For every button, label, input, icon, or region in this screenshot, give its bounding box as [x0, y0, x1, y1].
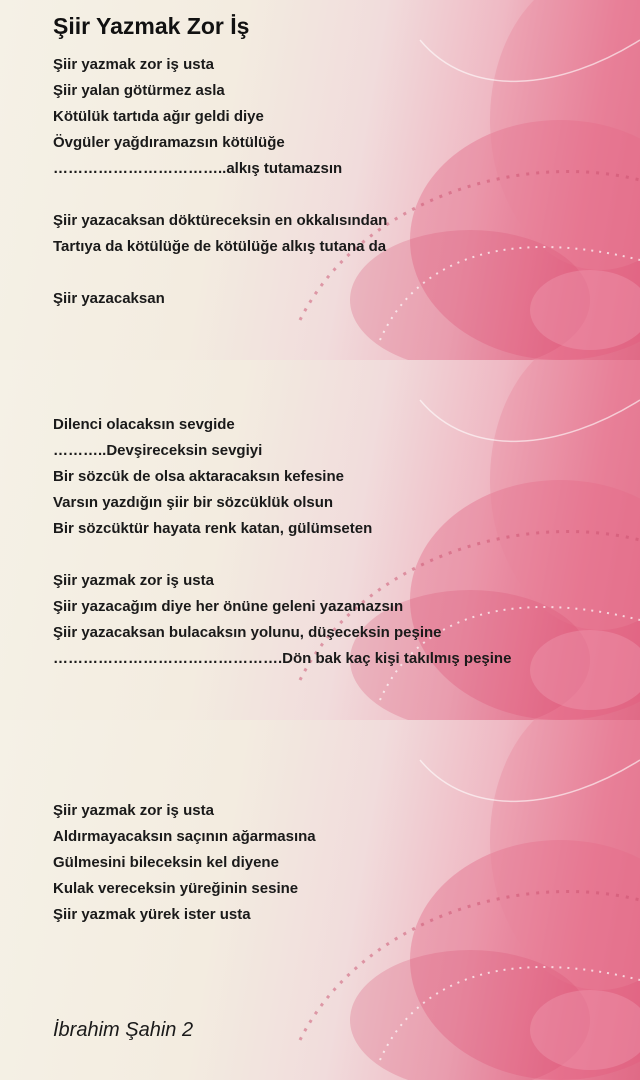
poem-line: Şiir yazmak zor iş usta — [53, 802, 214, 819]
poem-line: Bir sözcük de olsa aktaracaksın kefesine — [53, 468, 344, 485]
poem-line: Şiir yazacaksan döktüreceksin en okkalısından — [53, 212, 388, 229]
stanza — [53, 52, 342, 182]
poem-line: Tartıya da kötülüğe de kötülüğe alkış tutana da — [53, 238, 387, 255]
poem-line: Şiir yalan götürmez asla — [53, 82, 225, 99]
poem-line: Aldırmayacaksın saçının ağarmasına — [53, 828, 316, 845]
poem-line: Şiir yazacaksan bulacaksın yolunu, düşeceksin peşine — [53, 624, 442, 641]
poem-line: ……………………………..alkış tutamazsın — [53, 160, 343, 177]
poem-line: Varsın yazdığın şiir bir sözcüklük olsun — [53, 494, 334, 511]
stanza — [53, 798, 316, 928]
author-signature: İbrahim Şahin 2 — [53, 1019, 194, 1041]
poem-line: Kulak vereceksin yüreğinin sesine — [53, 880, 299, 897]
poem-line: Bir sözcüktür hayata renk katan, gülümseten — [53, 520, 373, 537]
poem-title: Şiir Yazmak Zor İş — [53, 13, 250, 39]
poem-line: Şiir yazmak yürek ister usta — [53, 906, 251, 923]
poem-line: Gülmesini bileceksin kel diyene — [53, 854, 279, 871]
poem-line: Şiir yazmak zor iş usta — [53, 572, 214, 589]
poem-line: Şiir yazacağım diye her önüne geleni yazamazsın — [53, 598, 404, 615]
poem-line: Şiir yazacaksan — [53, 290, 165, 307]
stanza — [53, 208, 387, 260]
stanza — [53, 286, 165, 312]
poem-line: Kötülük tartıda ağır geldi diye — [53, 108, 264, 125]
stanza — [53, 412, 372, 542]
stanza — [53, 568, 511, 672]
poem-line: ……………………………………….Dön bak kaç kişi takılmış peşine — [53, 650, 512, 667]
poem-line: Dilenci olacaksın sevgide — [53, 416, 235, 433]
poem-line: Şiir yazmak zor iş usta — [53, 56, 214, 73]
poem-line: ………..Devşireceksin sevgiyi — [53, 442, 263, 459]
poem-line: Övgüler yağdıramazsın kötülüğe — [53, 134, 285, 151]
